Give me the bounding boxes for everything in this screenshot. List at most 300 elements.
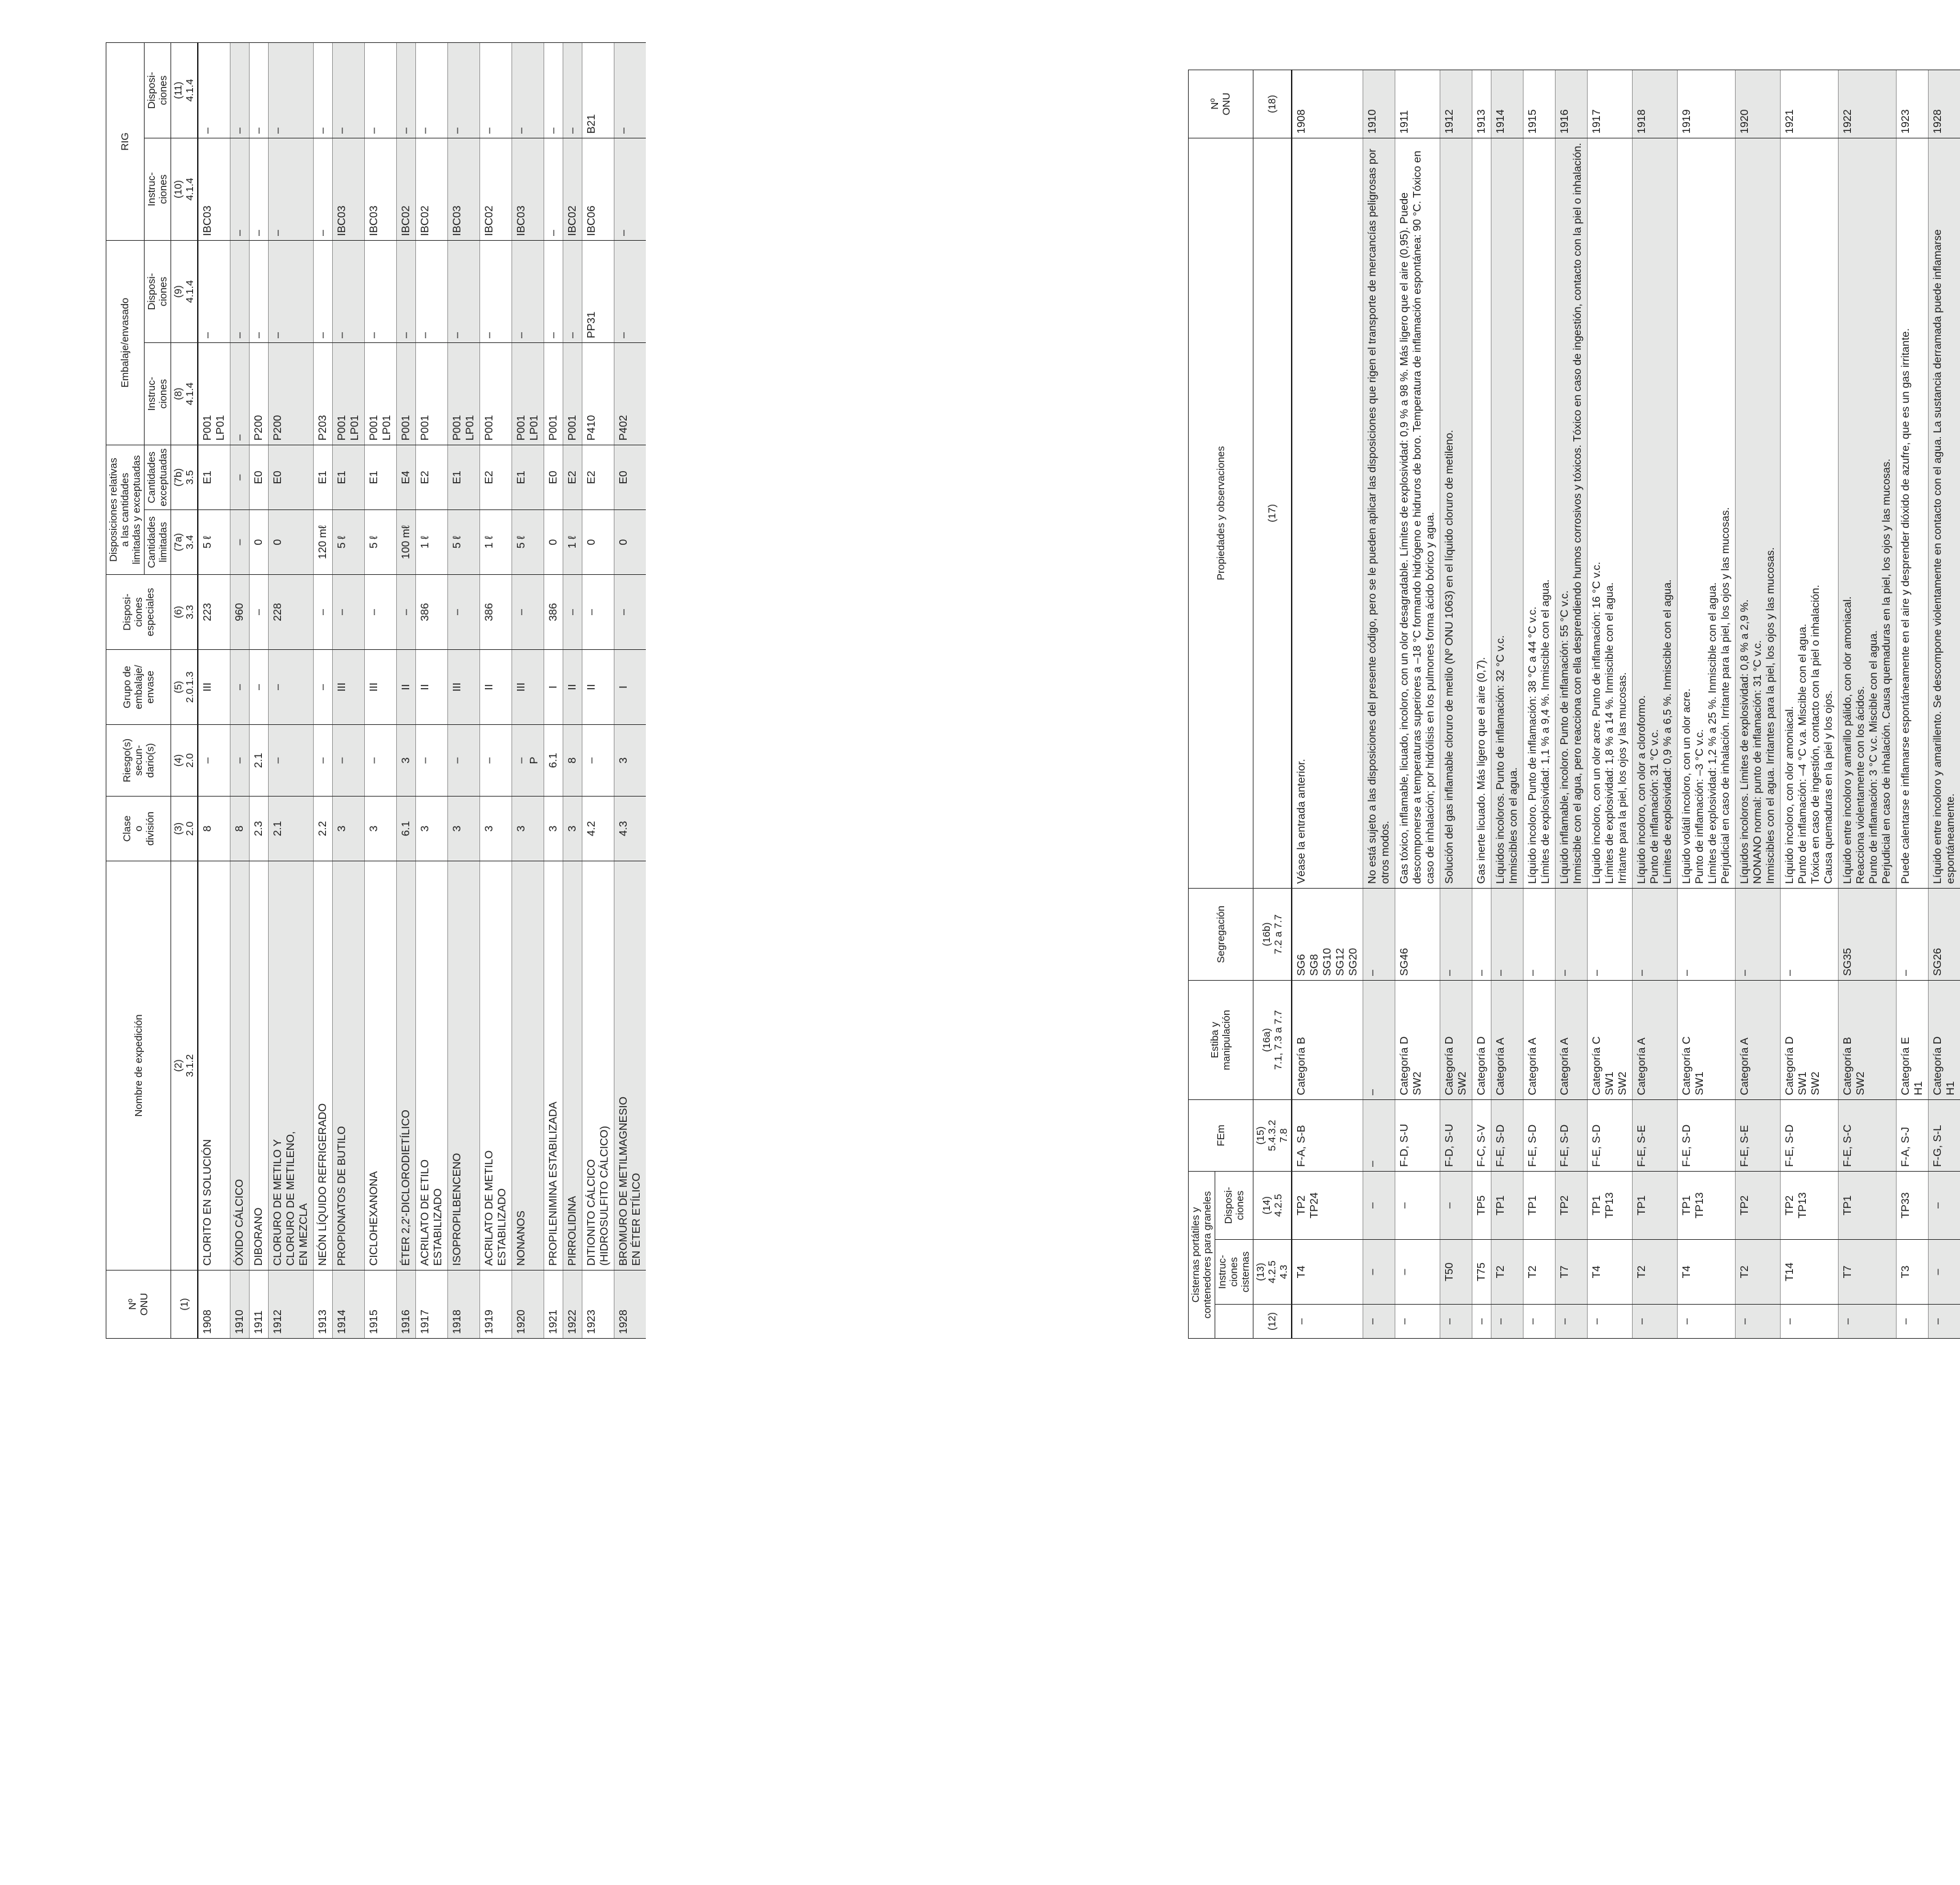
cell-special-provisions: 223 xyxy=(198,575,231,650)
cell-limited-quantity: 5 ℓ xyxy=(198,510,231,575)
cell-excepted-quantity: E0 xyxy=(544,445,563,510)
cell-stowage: Categoría E H1 xyxy=(1897,980,1929,1099)
cell-subsidiary-risk: – xyxy=(231,725,250,797)
cell-packing-group: II xyxy=(480,650,512,725)
cell-packing-provision: – xyxy=(512,240,544,342)
cell-ems: F-E, S-E xyxy=(1633,1099,1678,1171)
cell-tank-instruction: T14 xyxy=(1781,1240,1839,1305)
spacer xyxy=(365,0,397,42)
header-ibc-provisions: Disposi- ciones xyxy=(145,42,171,138)
cell-ibc-instruction: – xyxy=(250,138,269,240)
cell-ibc-provision: – xyxy=(512,42,544,138)
cell-packing-provision: – xyxy=(365,240,397,342)
table-row xyxy=(1556,0,1588,1339)
cell-shipping-name: ÉTER 2,2'-DICLORODIETÍLICO xyxy=(397,861,416,1271)
cell-tank-instruction: T7 xyxy=(1556,1240,1588,1305)
header-ibc: RIG xyxy=(106,42,145,240)
cell-limited-quantity: 0 xyxy=(582,510,614,575)
cell-tank-instruction: – xyxy=(1395,1240,1440,1305)
table-row xyxy=(563,0,582,1339)
cell-un-number: 1916 xyxy=(1556,70,1588,138)
cell-segregation: SG35 xyxy=(1839,888,1897,980)
cell-blank-12: – xyxy=(1678,1305,1736,1339)
cell-un-number: 1928 xyxy=(1929,70,1960,138)
cell-tank-instruction: T3 xyxy=(1897,1240,1929,1305)
cell-segregation: SG6 SG8 SG10 SG12 SG20 xyxy=(1292,888,1363,980)
cell-segregation: – xyxy=(1556,888,1588,980)
spacer xyxy=(582,0,614,42)
cell-ibc-instruction: IBC02 xyxy=(397,138,416,240)
cell-class: 2.3 xyxy=(250,797,269,861)
cell-packing-group: II xyxy=(397,650,416,725)
cell-limited-quantity: – xyxy=(231,510,250,575)
cell-packing-provision: – xyxy=(614,240,647,342)
table-row xyxy=(397,0,416,1339)
cell-packing-group: – xyxy=(231,650,250,725)
cell-properties: Líquido incoloro. Punto de inflamación: 38 °C a 44 °C v.c. Límites de explosividad: 1,1 % a 9,4 %. Inmiscible con el agua. xyxy=(1524,138,1556,888)
spacer xyxy=(1736,0,1781,70)
spacer xyxy=(544,0,563,42)
cell-ibc-provision: – xyxy=(231,42,250,138)
cell-tank-provision: TP1 xyxy=(1633,1171,1678,1239)
table-row xyxy=(198,0,231,1339)
cell-class: 3 xyxy=(563,797,582,861)
cell-limited-quantity: 5 ℓ xyxy=(512,510,544,575)
cell-excepted-quantity: E1 xyxy=(333,445,365,510)
cell-packing-instruction: P001 xyxy=(480,343,512,445)
cell-ems: F-E, S-D xyxy=(1556,1099,1588,1171)
cell-shipping-name: ACRILATO DE METILO ESTABILIZADO xyxy=(480,861,512,1271)
cell-subsidiary-risk: 8 xyxy=(563,725,582,797)
colnum-lq: (7a) 3.4 xyxy=(171,510,198,575)
cell-limited-quantity: 1 ℓ xyxy=(416,510,448,575)
cell-segregation: – xyxy=(1588,888,1633,980)
cell-un-number: 1908 xyxy=(198,1271,231,1339)
header-un-number-right: Nº ONU xyxy=(1189,70,1253,138)
cell-packing-group: III xyxy=(448,650,480,725)
header-packing: Embalaje/envasado xyxy=(106,240,145,445)
cell-tank-instruction: – xyxy=(1929,1240,1960,1305)
cell-special-provisions: – xyxy=(333,575,365,650)
cell-packing-group: III xyxy=(365,650,397,725)
cell-segregation: – xyxy=(1440,888,1472,980)
cell-packing-instruction: P001 LP01 xyxy=(198,343,231,445)
header-special-provisions: Disposi- ciones especiales xyxy=(106,575,171,650)
cell-subsidiary-risk: – xyxy=(314,725,333,797)
colnum-segregation: (16b) 7.2 a 7.7 xyxy=(1253,888,1292,980)
cell-shipping-name: PROPIONATOS DE BUTILO xyxy=(333,861,365,1271)
header-packing-provisions: Disposi- ciones xyxy=(145,240,171,342)
cell-un-number: 1914 xyxy=(333,1271,365,1339)
cell-un-number: 1917 xyxy=(1588,70,1633,138)
colnum-stowage: (16a) 7.1, 7.3 a 7.7 xyxy=(1253,980,1292,1099)
cell-packing-group: – xyxy=(314,650,333,725)
cell-packing-provision: – xyxy=(563,240,582,342)
spacer xyxy=(269,0,314,42)
spacer xyxy=(480,0,512,42)
cell-properties: Véase la entrada anterior. xyxy=(1292,138,1363,888)
cell-shipping-name: ÓXIDO CÁLCICO xyxy=(231,861,250,1271)
cell-special-provisions: – xyxy=(448,575,480,650)
cell-un-number: 1919 xyxy=(480,1271,512,1339)
cell-ibc-instruction: IBC02 xyxy=(563,138,582,240)
cell-packing-provision: – xyxy=(231,240,250,342)
cell-properties: Puede calentarse e inflamarse espontáneamente en el aire y desprender dióxido de azufre, que es un gas irritante. xyxy=(1897,138,1929,888)
cell-packing-group: I xyxy=(614,650,647,725)
cell-tank-provision: TP2 xyxy=(1736,1171,1781,1239)
cell-packing-group: – xyxy=(269,650,314,725)
cell-tank-provision: – xyxy=(1929,1171,1960,1239)
spacer xyxy=(231,0,250,42)
cell-packing-provision: – xyxy=(269,240,314,342)
cell-packing-group: III xyxy=(333,650,365,725)
table-row xyxy=(1588,0,1633,1339)
cell-properties: Solución del gas inflamable cloruro de metilo (Nº ONU 1063) en el líquido cloruro de metileno. xyxy=(1440,138,1472,888)
cell-ibc-provision: – xyxy=(416,42,448,138)
cell-segregation: – xyxy=(1897,888,1929,980)
cell-un-number: 1922 xyxy=(563,1271,582,1339)
cell-special-provisions: – xyxy=(512,575,544,650)
cell-blank-12: – xyxy=(1472,1305,1491,1339)
colnum-tank-prov: (14) 4.2.5 xyxy=(1253,1171,1292,1239)
cell-un-number: 1914 xyxy=(1491,70,1524,138)
spacer xyxy=(1678,0,1736,70)
cell-ibc-instruction: IBC03 xyxy=(448,138,480,240)
header-class: Clase o división xyxy=(106,797,171,861)
cell-packing-instruction: P001 xyxy=(563,343,582,445)
cell-packing-instruction: – xyxy=(231,343,250,445)
cell-tank-provision: TP1 xyxy=(1839,1171,1897,1239)
cell-limited-quantity: 1 ℓ xyxy=(563,510,582,575)
spacer xyxy=(333,0,365,42)
cell-tank-provision: – xyxy=(1363,1171,1395,1239)
spacer xyxy=(1781,0,1839,70)
cell-un-number: 1911 xyxy=(1395,70,1440,138)
cell-excepted-quantity: E0 xyxy=(269,445,314,510)
table-row xyxy=(480,0,512,1339)
cell-un-number: 1910 xyxy=(1363,70,1395,138)
cell-subsidiary-risk: – xyxy=(448,725,480,797)
cell-ibc-provision: – xyxy=(333,42,365,138)
cell-packing-instruction: P001 xyxy=(416,343,448,445)
cell-tank-instruction: T4 xyxy=(1678,1240,1736,1305)
header-excepted-quantities: Cantidades exceptuadas xyxy=(145,445,171,510)
cell-excepted-quantity: E2 xyxy=(416,445,448,510)
cell-stowage: Categoría D SW2 xyxy=(1395,980,1440,1099)
cell-ibc-provision: – xyxy=(250,42,269,138)
cell-blank-12: – xyxy=(1633,1305,1678,1339)
spacer xyxy=(1839,0,1897,70)
cell-class: 8 xyxy=(231,797,250,861)
cell-ibc-instruction: IBC02 xyxy=(480,138,512,240)
cell-stowage: Categoría D H1 xyxy=(1929,980,1960,1099)
cell-un-number: 1921 xyxy=(544,1271,563,1339)
cell-tank-provision: TP5 xyxy=(1472,1171,1491,1239)
cell-segregation: – xyxy=(1736,888,1781,980)
cell-packing-instruction: P203 xyxy=(314,343,333,445)
cell-ibc-instruction: IBC03 xyxy=(365,138,397,240)
spacer xyxy=(106,0,198,42)
header-stowage: Estiba y manipulación xyxy=(1189,980,1253,1099)
cell-un-number: 1923 xyxy=(1897,70,1929,138)
cell-subsidiary-risk: – xyxy=(198,725,231,797)
cell-shipping-name: CLORITO EN SOLUCIÓN xyxy=(198,861,231,1271)
cell-properties: Gas tóxico, inflamable, licuado, incoloro, con un olor desagradable. Límites de explosividad: 0,9 % a 98 %. Más ligero que el aire (0,95). Puede descomponerse a temperaturas superiores a –18 °C formando hidrógeno e hidruros de boro. Temperatura de inflamación espontánea: 90 °C. Tóxico en caso de inhalación; por hidrólisis en los pulmones forma ácido bórico y agua. xyxy=(1395,138,1440,888)
cell-limited-quantity: 1 ℓ xyxy=(480,510,512,575)
colnum-properties: (17) xyxy=(1253,138,1292,888)
cell-blank-12: – xyxy=(1292,1305,1363,1339)
table-row xyxy=(1472,0,1491,1339)
cell-stowage: Categoría A xyxy=(1556,980,1588,1099)
cell-tank-provision: TP1 xyxy=(1491,1171,1524,1239)
table-row xyxy=(314,0,333,1339)
cell-stowage: Categoría A xyxy=(1491,980,1524,1099)
cell-packing-instruction: P402 xyxy=(614,343,647,445)
spacer xyxy=(250,0,269,42)
cell-stowage: Categoría A xyxy=(1524,980,1556,1099)
spacer xyxy=(314,0,333,42)
cell-ibc-provision: – xyxy=(397,42,416,138)
cell-packing-instruction: P001 xyxy=(544,343,563,445)
cell-un-number: 1915 xyxy=(1524,70,1556,138)
spacer xyxy=(416,0,448,42)
cell-un-number: 1912 xyxy=(269,1271,314,1339)
header-blank-12 xyxy=(1215,1305,1253,1339)
table-row xyxy=(1363,0,1395,1339)
cell-tank-provision: TP1 xyxy=(1524,1171,1556,1239)
cell-segregation: SG26 xyxy=(1929,888,1960,980)
cell-blank-12: – xyxy=(1929,1305,1960,1339)
colnum-tank-instr: (13) 4.2.5 4.3 xyxy=(1253,1240,1292,1305)
cell-segregation: – xyxy=(1678,888,1736,980)
cell-excepted-quantity: – xyxy=(231,445,250,510)
colnum-sp: (6) 3.3 xyxy=(171,575,198,650)
cell-ibc-instruction: – xyxy=(614,138,647,240)
cell-un-number: 1908 xyxy=(1292,70,1363,138)
cell-packing-group: III xyxy=(198,650,231,725)
spacer xyxy=(614,0,647,42)
cell-excepted-quantity: E4 xyxy=(397,445,416,510)
cell-special-provisions: – xyxy=(614,575,647,650)
header-ems: FEm xyxy=(1189,1099,1253,1171)
cell-ibc-instruction: – xyxy=(544,138,563,240)
cell-packing-provision: – xyxy=(250,240,269,342)
cell-excepted-quantity: E2 xyxy=(582,445,614,510)
cell-ibc-provision: – xyxy=(544,42,563,138)
cell-subsidiary-risk: – xyxy=(333,725,365,797)
cell-tank-instruction: T2 xyxy=(1491,1240,1524,1305)
spacer xyxy=(1588,0,1633,70)
cell-un-number: 1911 xyxy=(250,1271,269,1339)
colnum-eq: (7b) 3.5 xyxy=(171,445,198,510)
cell-packing-instruction: P001 LP01 xyxy=(512,343,544,445)
cell-excepted-quantity: E2 xyxy=(480,445,512,510)
cell-limited-quantity: 0 xyxy=(614,510,647,575)
cell-packing-instruction: P410 xyxy=(582,343,614,445)
header-segregation: Segregación xyxy=(1189,888,1253,980)
cell-special-provisions: 228 xyxy=(269,575,314,650)
table-row xyxy=(250,0,269,1339)
cell-packing-provision: – xyxy=(333,240,365,342)
cell-stowage: Categoría B SW2 xyxy=(1839,980,1897,1099)
cell-un-number: 1920 xyxy=(1736,70,1781,138)
cell-stowage: Categoría A xyxy=(1633,980,1678,1099)
cell-segregation: – xyxy=(1633,888,1678,980)
cell-ibc-instruction: IBC02 xyxy=(416,138,448,240)
cell-subsidiary-risk: – xyxy=(269,725,314,797)
cell-stowage: – xyxy=(1363,980,1395,1099)
cell-packing-provision: – xyxy=(416,240,448,342)
cell-ems: F-E, S-C xyxy=(1839,1099,1897,1171)
colnum-pack-instr: (8) 4.1.4 xyxy=(171,343,198,445)
table-columns-1-to-11 xyxy=(106,0,646,1339)
cell-subsidiary-risk: – P xyxy=(512,725,544,797)
cell-class: 3 xyxy=(512,797,544,861)
table-row xyxy=(1395,0,1440,1339)
cell-packing-instruction: P001 xyxy=(397,343,416,445)
spacer xyxy=(1633,0,1678,70)
cell-subsidiary-risk: – xyxy=(365,725,397,797)
cell-un-number: 1920 xyxy=(512,1271,544,1339)
cell-packing-group: II xyxy=(582,650,614,725)
table-columns-12-to-18 xyxy=(1188,0,1960,1339)
cell-class: 8 xyxy=(198,797,231,861)
cell-packing-group: II xyxy=(563,650,582,725)
header-packing-group: Grupo de embalaje/ envase xyxy=(106,650,171,725)
cell-properties: Líquido entre incoloro y amarillo pálido, con olor amoniacal. Reacciona violentamente con los ácidos. Punto de inflamación: 3 °C v.c. Miscible con el agua. Perjudicial en caso de inhalación. Causa quemaduras en la piel, los ojos y las mucosas. xyxy=(1839,138,1897,888)
cell-subsidiary-risk: – xyxy=(416,725,448,797)
table-row xyxy=(1736,0,1781,1339)
cell-un-number: 1918 xyxy=(448,1271,480,1339)
cell-class: 4.3 xyxy=(614,797,647,861)
cell-shipping-name: CICLOHEXANONA xyxy=(365,861,397,1271)
cell-ibc-provision: – xyxy=(198,42,231,138)
cell-packing-group: III xyxy=(512,650,544,725)
cell-subsidiary-risk: – xyxy=(582,725,614,797)
table-row xyxy=(365,0,397,1339)
spacer xyxy=(563,0,582,42)
cell-limited-quantity: 5 ℓ xyxy=(333,510,365,575)
cell-blank-12: – xyxy=(1839,1305,1897,1339)
spacer xyxy=(1491,0,1524,70)
cell-class: 2.2 xyxy=(314,797,333,861)
cell-limited-quantity: 5 ℓ xyxy=(365,510,397,575)
cell-ibc-provision: B21 xyxy=(582,42,614,138)
cell-segregation: – xyxy=(1363,888,1395,980)
cell-ems: F-A, S-B xyxy=(1292,1099,1363,1171)
cell-packing-instruction: P200 xyxy=(250,343,269,445)
cell-tank-instruction: – xyxy=(1363,1240,1395,1305)
cell-packing-instruction: P001 LP01 xyxy=(448,343,480,445)
colnum-class: (3) 2.0 xyxy=(171,797,198,861)
spacer xyxy=(512,0,544,42)
colnum-name: (2) 3.1.2 xyxy=(171,861,198,1271)
table-row xyxy=(1781,0,1839,1339)
cell-ibc-provision: – xyxy=(365,42,397,138)
header-ibc-instructions: Instruc- ciones xyxy=(145,138,171,240)
cell-stowage: Categoría A xyxy=(1736,980,1781,1099)
cell-segregation: – xyxy=(1524,888,1556,980)
cell-subsidiary-risk: 2.1 xyxy=(250,725,269,797)
cell-un-number: 1917 xyxy=(416,1271,448,1339)
cell-blank-12: – xyxy=(1781,1305,1839,1339)
cell-segregation: SG46 xyxy=(1395,888,1440,980)
spacer xyxy=(1556,0,1588,70)
cell-properties: Líquidos incoloros. Punto de inflamación: 32 °C v.c. Inmiscibles con el agua. xyxy=(1491,138,1524,888)
cell-special-provisions: – xyxy=(250,575,269,650)
cell-properties: Líquido entre incoloro y amarillento. Se descompone violentamente en contacto con el agua. La sustancia derramada puede inflamarse espontáneamente. xyxy=(1929,138,1960,888)
cell-properties: Líquido inflamable, incoloro. Punto de inflamación: 55 °C v.c. Inmiscible con el agua, pero reacciona con ella desprendiendo humos corrosivos y tóxicos. Tóxico en caso de ingestión, contacto con la piel o inhalación. xyxy=(1556,138,1588,888)
cell-blank-12: – xyxy=(1524,1305,1556,1339)
cell-un-number: 1915 xyxy=(365,1271,397,1339)
cell-packing-provision: – xyxy=(198,240,231,342)
cell-shipping-name: PROPILENIMINA ESTABILIZADA xyxy=(544,861,563,1271)
cell-ems: F-C, S-V xyxy=(1472,1099,1491,1171)
colnum-subrisk: (4) 2.0 xyxy=(171,725,198,797)
cell-shipping-name: DIBORANO xyxy=(250,861,269,1271)
cell-packing-provision: – xyxy=(544,240,563,342)
cell-shipping-name: CLORURO DE METILO Y CLORURO DE METILENO, EN MEZCLA xyxy=(269,861,314,1271)
cell-class: 2.1 xyxy=(269,797,314,861)
cell-shipping-name: NONANOS xyxy=(512,861,544,1271)
spacer xyxy=(397,0,416,42)
cell-packing-group: II xyxy=(416,650,448,725)
cell-ibc-provision: – xyxy=(563,42,582,138)
colnum-12: (12) xyxy=(1253,1305,1292,1339)
cell-packing-provision: PP31 xyxy=(582,240,614,342)
cell-ems: F-E, S-D xyxy=(1491,1099,1524,1171)
cell-un-number: 1918 xyxy=(1633,70,1678,138)
cell-packing-provision: – xyxy=(314,240,333,342)
cell-blank-12: – xyxy=(1363,1305,1395,1339)
cell-excepted-quantity: E2 xyxy=(563,445,582,510)
cell-subsidiary-risk: 3 xyxy=(614,725,647,797)
cell-un-number: 1913 xyxy=(1472,70,1491,138)
cell-packing-instruction: P001 LP01 xyxy=(333,343,365,445)
spacer xyxy=(1395,0,1440,70)
table-row xyxy=(269,0,314,1339)
cell-shipping-name: ISOPROPILBENCENO xyxy=(448,861,480,1271)
cell-tank-provision: TP1 TP13 xyxy=(1588,1171,1633,1239)
cell-class: 3 xyxy=(416,797,448,861)
cell-tank-instruction: T2 xyxy=(1633,1240,1678,1305)
cell-subsidiary-risk: 6.1 xyxy=(544,725,563,797)
spacer xyxy=(1363,0,1395,70)
table-row xyxy=(333,0,365,1339)
cell-ibc-instruction: – xyxy=(231,138,250,240)
spacer xyxy=(448,0,480,42)
cell-tank-instruction: T2 xyxy=(1736,1240,1781,1305)
cell-tank-provision: TP2 xyxy=(1556,1171,1588,1239)
cell-limited-quantity: 0 xyxy=(544,510,563,575)
cell-packing-provision: – xyxy=(448,240,480,342)
cell-special-provisions: – xyxy=(582,575,614,650)
table-row xyxy=(1929,0,1960,1339)
spacer xyxy=(1440,0,1472,70)
cell-limited-quantity: 100 mℓ xyxy=(397,510,416,575)
cell-excepted-quantity: E1 xyxy=(198,445,231,510)
header-portable-tanks: Cisternas portátiles y contenedores para graneles xyxy=(1189,1171,1215,1338)
cell-packing-group: – xyxy=(250,650,269,725)
cell-shipping-name: DITIONITO CÁLCICO (HIDROSULFITO CÁLCICO) xyxy=(582,861,614,1271)
cell-special-provisions: 960 xyxy=(231,575,250,650)
cell-stowage: Categoría C SW1 xyxy=(1678,980,1736,1099)
cell-class: 4.2 xyxy=(582,797,614,861)
table-row xyxy=(1440,0,1472,1339)
table-row xyxy=(1491,0,1524,1339)
cell-stowage: Categoría D xyxy=(1472,980,1491,1099)
cell-properties: No está sujeto a las disposiciones del presente código, pero se le pueden aplicar las disposiciones que rigen el transporte de mercancías peligrosas por otros modos. xyxy=(1363,138,1395,888)
